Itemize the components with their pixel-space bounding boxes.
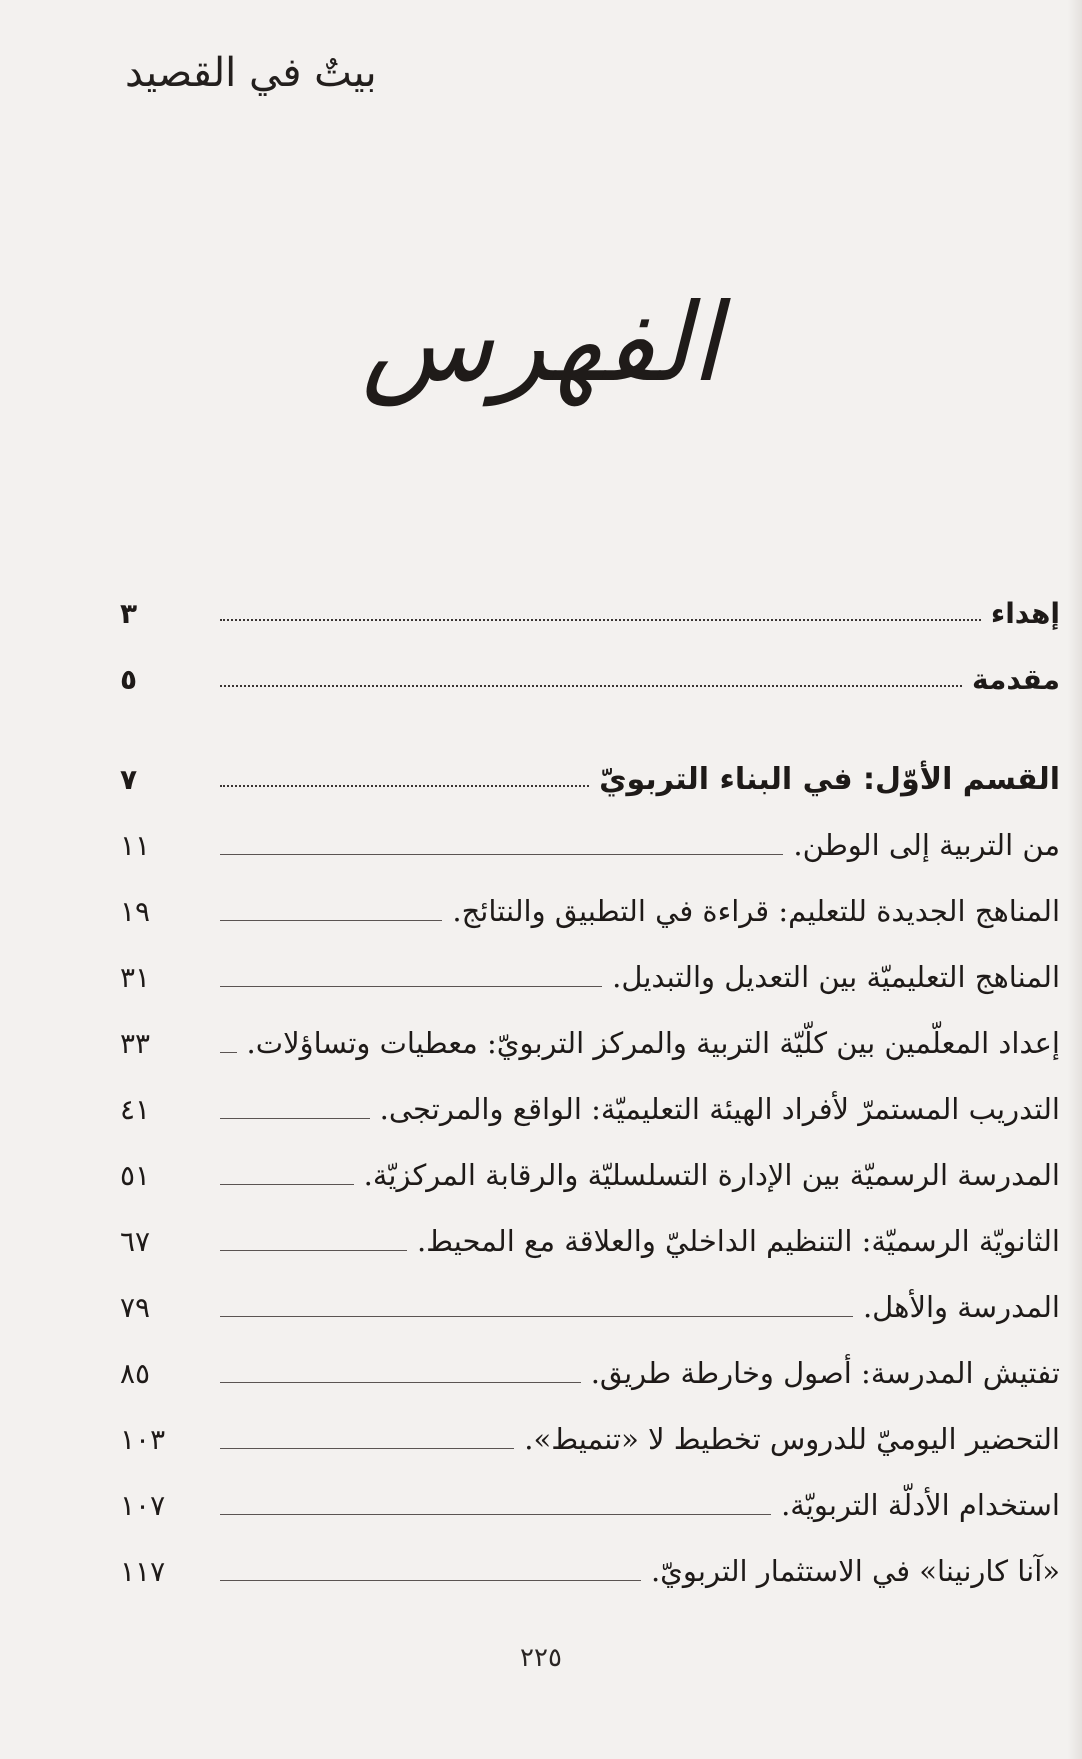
toc-entry-page: ١٩ — [120, 894, 151, 928]
toc-leader — [220, 1316, 853, 1317]
toc-entry-title: المدرسة والأهل. — [862, 1290, 1060, 1324]
toc-entry-title: إعداد المعلّمين بين كلّيّة التربية والمركز التربويّ: معطيات وتساؤلات. — [246, 1026, 1060, 1060]
toc-entry-title: من التربية إلى الوطن. — [793, 828, 1060, 862]
toc-entry-page: ١٠٣ — [120, 1422, 166, 1456]
toc-entry-page: ٦٧ — [120, 1224, 151, 1258]
toc-leader — [220, 619, 981, 621]
toc-entry-title: المناهج الجديدة للتعليم: قراءة في التطبيق والنتائج. — [452, 894, 1060, 928]
toc-leader — [220, 1052, 237, 1053]
toc-entry — [120, 1274, 1060, 1340]
toc-leader — [220, 1448, 514, 1449]
toc-entry-title: الثانويّة الرسميّة: التنظيم الداخليّ والعلاقة مع المحيط. — [416, 1224, 1060, 1258]
toc-entry — [120, 646, 1060, 712]
toc-leader — [220, 854, 783, 855]
toc-leader — [220, 1580, 641, 1581]
toc-leader — [220, 1382, 581, 1383]
toc-entry-title: مقدمة — [972, 662, 1060, 696]
toc-entry-title: التدريب المستمرّ لأفراد الهيئة التعليميّة: الواقع والمرتجى. — [379, 1092, 1060, 1126]
toc-entry-page: ٣٣ — [120, 1026, 151, 1060]
toc-entry — [120, 1472, 1060, 1538]
toc-leader — [220, 1184, 354, 1185]
toc-leader — [220, 785, 589, 787]
toc-leader — [220, 1514, 771, 1515]
chapter-title: الفهرس — [361, 281, 721, 406]
toc-entry — [120, 944, 1060, 1010]
toc-leader — [220, 920, 442, 921]
toc-entry — [120, 812, 1060, 878]
toc-entry-title: التحضير اليوميّ للدروس تخطيط لا «تنميط». — [524, 1422, 1060, 1456]
toc-leader — [220, 685, 962, 687]
page-edge — [1068, 0, 1082, 1759]
toc-entry-page: ٥ — [120, 662, 138, 696]
table-of-contents — [120, 580, 1060, 1604]
toc-entry-page: ٣١ — [120, 960, 151, 994]
toc-entry-title: إهداء — [990, 596, 1060, 630]
toc-entry-title: تفتيش المدرسة: أصول وخارطة طريق. — [590, 1356, 1060, 1390]
toc-entry-title: القسم الأوّل: في البناء التربويّ — [599, 761, 1060, 797]
toc-entry-page: ٥١ — [120, 1158, 151, 1192]
toc-entry-page: ١٠٧ — [120, 1488, 166, 1522]
toc-entry-page: ١١٧ — [120, 1554, 166, 1588]
toc-leader — [220, 1250, 407, 1251]
toc-section-heading — [120, 746, 1060, 812]
toc-entry-title: المناهج التعليميّة بين التعديل والتبديل. — [612, 960, 1060, 994]
toc-entry-page: ٨٥ — [120, 1356, 151, 1390]
toc-entry-title: «آنا كارنينا» في الاستثمار التربويّ. — [650, 1554, 1060, 1588]
toc-entry-page: ٣ — [120, 596, 138, 630]
toc-entry-page: ٧٩ — [120, 1290, 151, 1324]
toc-entry — [120, 580, 1060, 646]
toc-entry — [120, 1208, 1060, 1274]
running-head: بيتٌ في القصيد — [125, 50, 377, 96]
page-number: ٢٢٥ — [520, 1643, 562, 1673]
toc-entry-title: المدرسة الرسميّة بين الإدارة التسلسليّة والرقابة المركزيّة. — [363, 1158, 1060, 1192]
toc-leader — [220, 1118, 370, 1119]
toc-entry — [120, 1538, 1060, 1604]
toc-entry-page: ١١ — [120, 828, 151, 862]
toc-entry — [120, 1142, 1060, 1208]
toc-entry — [120, 1340, 1060, 1406]
toc-entry-title: استخدام الأدلّة التربويّة. — [781, 1488, 1060, 1522]
toc-entry — [120, 878, 1060, 944]
toc-leader — [220, 986, 602, 987]
toc-entry — [120, 1406, 1060, 1472]
toc-entry — [120, 1010, 1060, 1076]
toc-entry-page: ٧ — [120, 762, 138, 796]
toc-entry-page: ٤١ — [120, 1092, 151, 1126]
toc-entry — [120, 1076, 1060, 1142]
